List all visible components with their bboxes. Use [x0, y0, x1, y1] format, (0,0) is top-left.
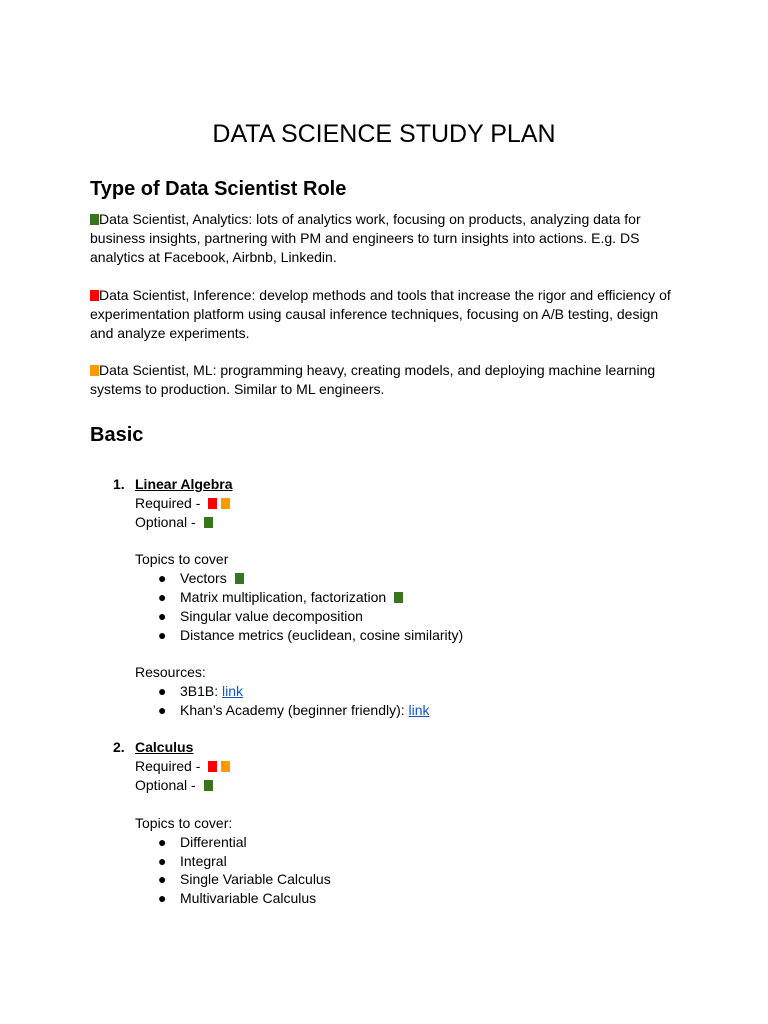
bullet-glyph: ● — [158, 871, 167, 887]
role-analytics: Data Scientist, Analytics: lots of analytics work, focusing on products, analyzing data for business insights, partnering with PM and engineers to turn insights into actions. E.g. DS analytics at Facebook, Airbnb, Linkedin. — [90, 211, 641, 265]
role-inference: Data Scientist, Inference: develop methods and tools that increase the rigor and efficiency of experimentation platform using causal inference techniques, focusing on A/B testing, design and analyze experiments. — [90, 287, 671, 341]
topic-item: Integral — [180, 853, 227, 869]
analytics-tag — [204, 780, 213, 791]
topic-item: Singular value decomposition — [180, 608, 363, 624]
ml-color-marker — [90, 365, 99, 376]
item-number: 2. — [113, 739, 125, 755]
bullet-glyph: ● — [158, 608, 167, 624]
inference-color-marker — [90, 290, 99, 301]
resource-item: Khan’s Academy (beginner friendly): link — [180, 702, 430, 718]
resources-label: Resources: — [135, 664, 206, 680]
basic-heading: Basic — [90, 424, 144, 446]
analytics-tag — [235, 573, 244, 584]
topics-label: Topics to cover — [135, 551, 229, 567]
subject-title: Linear Algebra — [135, 476, 233, 492]
bullet-glyph: ● — [158, 627, 167, 643]
topics-label: Topics to cover: — [135, 815, 233, 831]
topic-item: Single Variable Calculus — [180, 871, 331, 887]
bullet-glyph: ● — [158, 570, 167, 586]
bullet-glyph: ● — [158, 853, 167, 869]
bullet-glyph: ● — [158, 683, 167, 699]
topic-item: Multivariable Calculus — [180, 890, 317, 906]
bullet-glyph: ● — [158, 589, 167, 605]
resource-item: 3B1B: link — [180, 683, 244, 699]
required-line: Required - — [135, 494, 230, 513]
analytics-tag — [394, 592, 403, 603]
bullet-glyph: ● — [158, 834, 167, 850]
analytics-tag — [204, 517, 213, 528]
topic-item: Differential — [180, 834, 247, 850]
bullet-glyph: ● — [158, 890, 167, 906]
ml-tag — [221, 498, 230, 509]
bullet-glyph: ● — [158, 702, 167, 718]
inference-tag — [208, 498, 217, 509]
roles-heading: Type of Data Scientist Role — [90, 178, 347, 200]
optional-line: Optional - — [135, 776, 213, 795]
role-ml: Data Scientist, ML: programming heavy, creating models, and deploying machine learning systems to production. Similar to ML engineers. — [90, 362, 656, 397]
topic-item: Distance metrics (euclidean, cosine similarity) — [180, 627, 464, 643]
page-title: DATA SCIENCE STUDY PLAN — [212, 120, 556, 148]
item-number: 1. — [113, 476, 125, 492]
resource-link[interactable]: link — [222, 683, 244, 699]
topic-item: Vectors — [180, 569, 244, 588]
topic-item: Matrix multiplication, factorization — [180, 588, 403, 607]
resource-link[interactable]: link — [408, 702, 430, 718]
subject-title: Calculus — [135, 739, 194, 755]
required-line: Required - — [135, 757, 230, 776]
ml-tag — [221, 761, 230, 772]
analytics-color-marker — [90, 214, 99, 225]
inference-tag — [208, 761, 217, 772]
optional-line: Optional - — [135, 513, 213, 532]
